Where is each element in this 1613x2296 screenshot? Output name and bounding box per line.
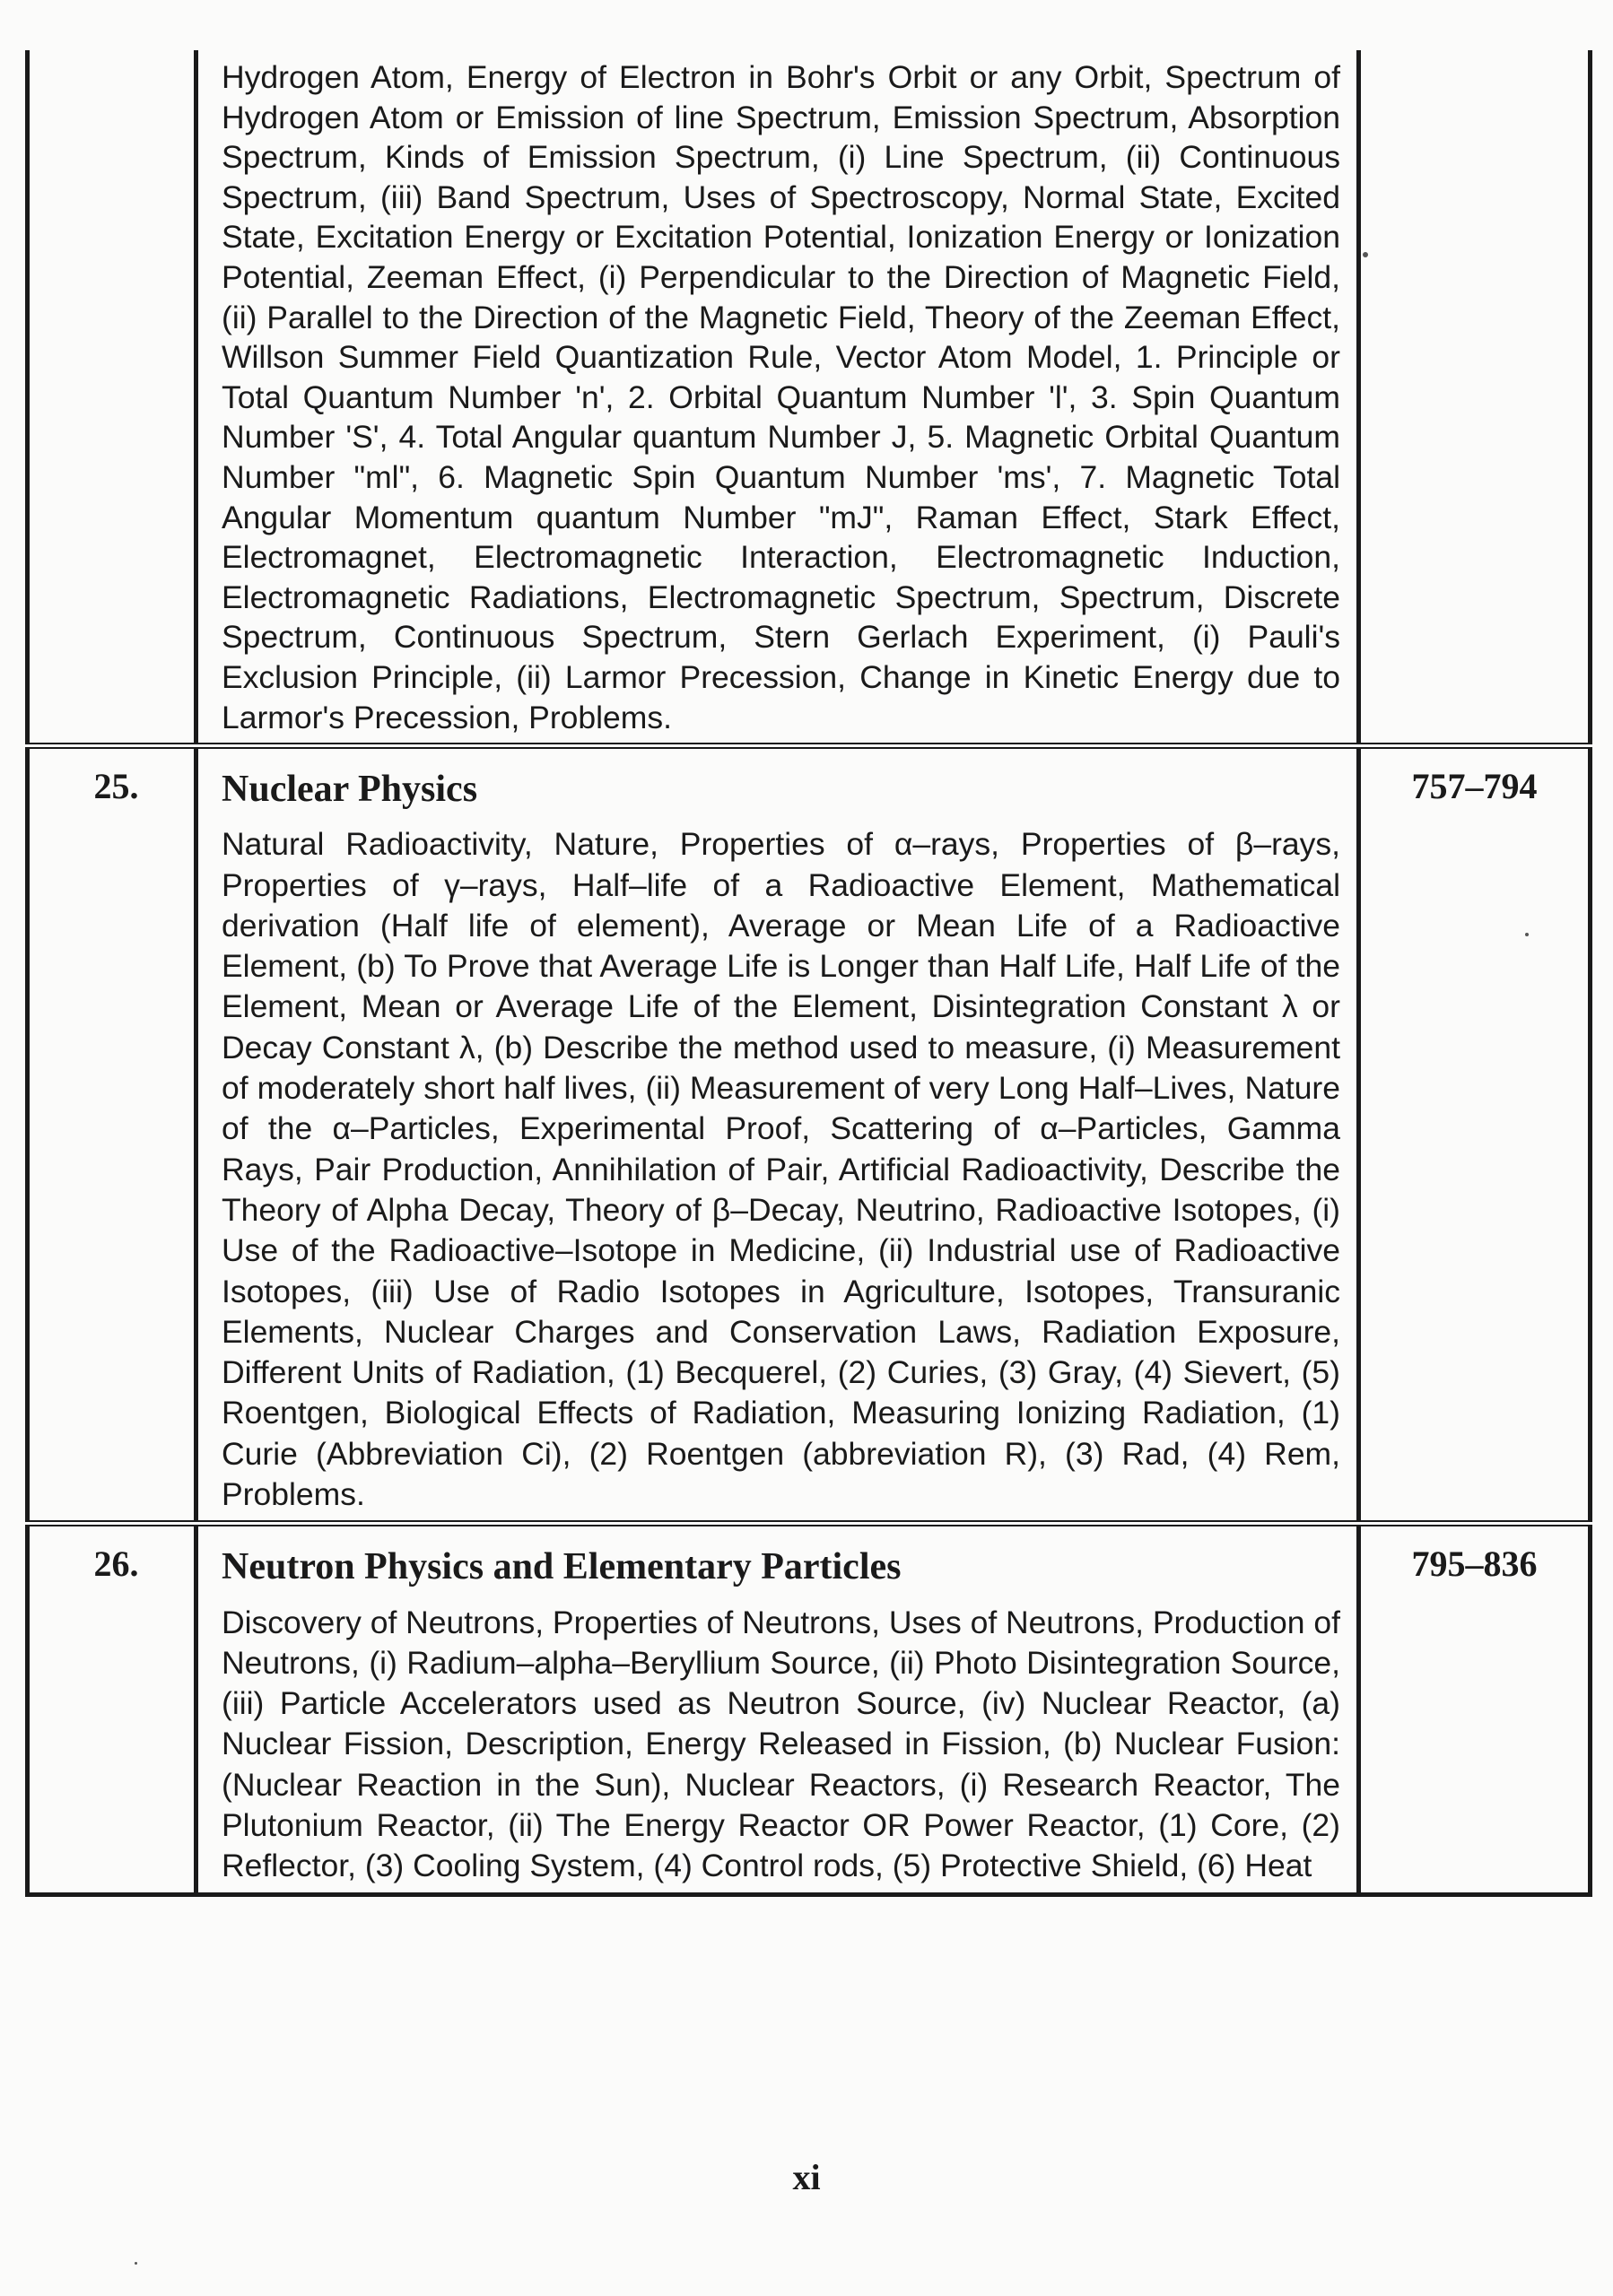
chapter-pages-cell — [1359, 1524, 1591, 1894]
chapter-topics: Natural Radioactivity, Nature, Properties of α–rays, Properties of β–rays, Properties of γ–rays, Half–life of a Radioactive Element, Mathematical derivation (Half life of element), Average or Mean Life of a Radioactive Element, (b) To Prove that Average Life is Longer than Half Life, Half Life of the Element, Mean or Average Life of the Element, Disintegration Constant λ or Decay Constant λ, (b) Describe the method used to measure, (i) Measurement of moderately short half lives, (ii) Measurement of very Long Half–Lives, Nature of the α–Particles, Experimental Proof, Scattering of α–Particles, Gamma Rays, Pair Production, Annihilation of Pair, Artificial Radioactivity, Describe the Theory of Alpha Decay, Theory of β–Decay, Neutrino, Radioactive Isotopes, (i) Use of the Radioactive–Isotope in Medicine, (ii) Industrial use of Radioactive Isotopes, (iii) Use of Radio Isotopes in Agriculture, Isotopes, Transuranic Elements, Nuclear Charges and Conservation Laws, Radiation Exposure, Different Units of Radiation, (1) Becquerel, (2) Curies, (3) Gray, (4) Sievert, (5) Roentgen, Biological Effects of Radiation, Measuring Ionizing Radiation, (1) Curie (Abbreviation Ci), (2) Roentgen (abbreviation R), (3) Rad, (4) Rem, Problems. — [222, 826, 1340, 1513]
chapter-number-cell — [28, 1524, 196, 1894]
chapter-topics: Hydrogen Atom, Energy of Electron in Bohr's Orbit or any Orbit, Spectrum of Hydrogen Atom or Emission of line Spectrum, Emission Spectrum, Absorption Spectrum, Kinds of Emission Spectrum, (i) Line Spectrum, (ii) Continuous Spectrum, (iii) Band Spectrum, Uses of Spectroscopy, Normal State, Excited State, Excitation Energy or Excitation Potential, Ionization Energy or Ionization Potential, Zeeman Effect, (i) Perpendicular to the Direction of Magnetic Field, (ii) Parallel to the Direction of the Magnetic Field, Theory of the Zeeman Effect, Willson Summer Field Quantization Rule, Vector Atom Model, 1. Principle or Total Quantum Number 'n', 2. Orbital Quantum Number 'l', 3. Spin Quantum Number 'S', 4. Total Angular quantum Number J, 5. Magnetic Orbital Quantum Number "ml", 6. Magnetic Spin Quantum Number 'ms', 7. Magnetic Total Angular Momentum quantum Number "mJ", Raman Effect, Stark Effect, Electromagnet, Electromagnetic Interaction, Electromagnetic Induction, Electromagnetic Radiations, Electromagnetic Spectrum, Spectrum, Discrete Spectrum, Continuous Spectrum, Stern Gerlach Experiment, (i) Pauli's Exclusion Principle, (ii) Larmor Precession, Change in Kinetic Energy due to Larmor's Precession, Problems. — [222, 59, 1340, 735]
chapter-number: 26. — [93, 1544, 139, 1585]
chapter-content-cell — [196, 50, 1359, 746]
scan-speck — [135, 2262, 137, 2265]
page-number: xi — [792, 2157, 821, 2197]
contents-row-chapter-26 — [28, 1524, 1591, 1894]
chapter-number: 25. — [93, 766, 139, 807]
chapter-title: Nuclear Physics — [222, 769, 478, 811]
chapter-number-cell — [28, 50, 196, 746]
chapter-number — [30, 50, 194, 66]
chapter-title: Neutron Physics and Elementary Particles — [222, 1546, 902, 1588]
chapter-page-range: 795–836 — [1411, 1544, 1538, 1585]
chapter-pages-cell — [1359, 50, 1591, 746]
contents-row-chapter-25 — [28, 746, 1591, 1524]
chapter-content-cell — [196, 746, 1359, 1524]
contents-row-continued — [28, 50, 1591, 746]
contents-table — [25, 50, 1592, 1897]
chapter-page-range — [1361, 50, 1588, 66]
scan-speck — [1525, 933, 1529, 936]
chapter-content-cell — [196, 1524, 1359, 1894]
chapter-topics: Discovery of Neutrons, Properties of Neutrons, Uses of Neutrons, Production of Neutrons, (i) Radium–alpha–Beryllium Source, (ii) Photo Disintegration Source, (iii) Particle Accelerators used as Neutron Source, (iv) Nuclear Reactor, (a) Nuclear Fission, Description, Energy Released in Fission, (b) Nuclear Fusion: (Nuclear Reaction in the Sun), Nuclear Reactors, (i) Research Reactor, The Plutonium Reactor, (ii) The Energy Reactor OR Power Reactor, (1) Core, (2) Reflector, (3) Cooling System, (4) Control rods, (5) Protective Shield, (6) Heat — [222, 1604, 1341, 1884]
scan-speck — [1363, 252, 1368, 257]
chapter-page-range: 757–794 — [1411, 766, 1538, 807]
chapter-pages-cell — [1359, 746, 1591, 1524]
chapter-number-cell — [28, 746, 196, 1524]
